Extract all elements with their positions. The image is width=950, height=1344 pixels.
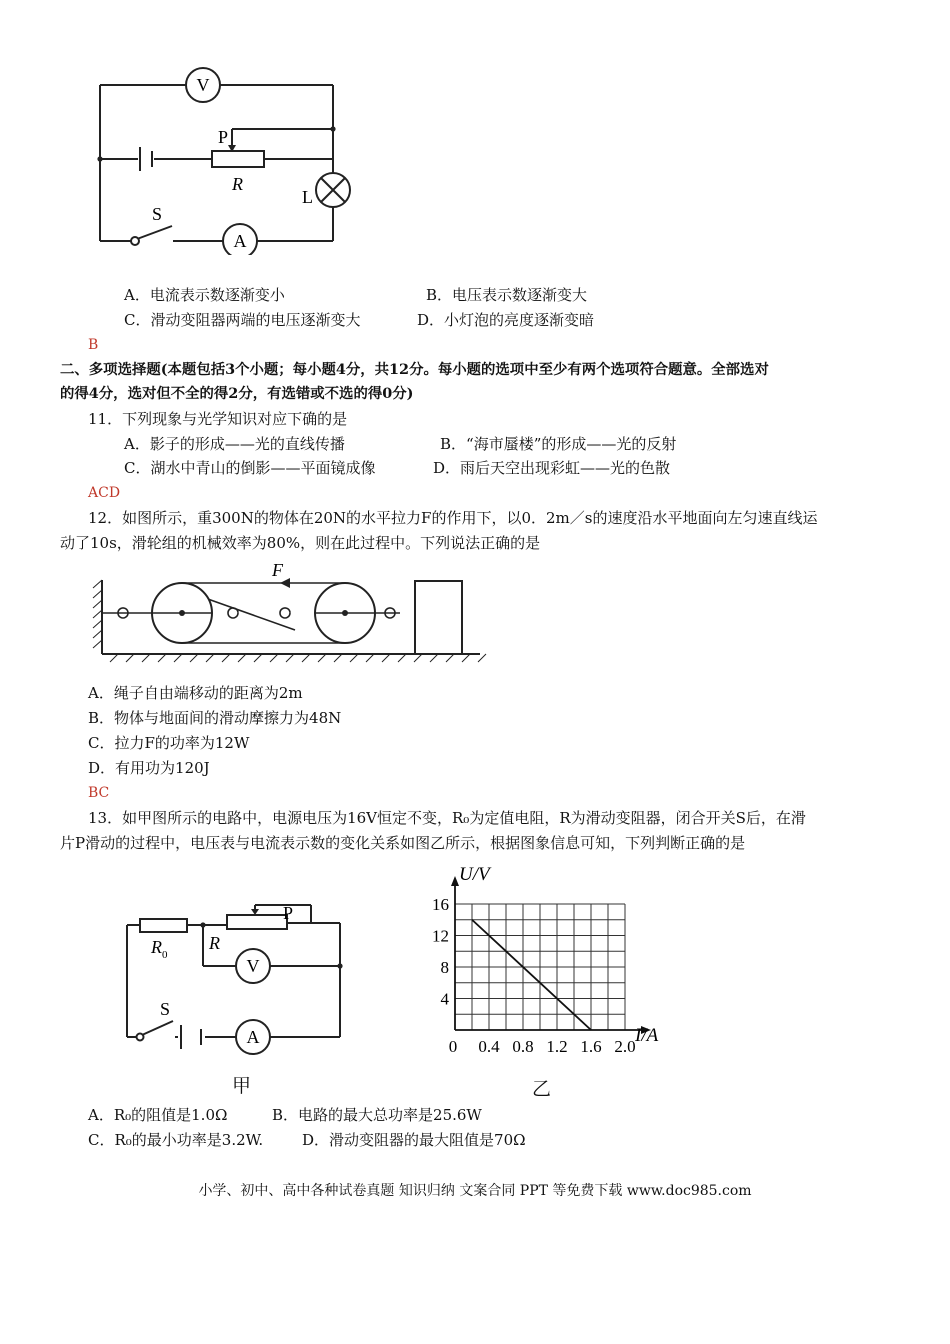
q11-stem: 11．下列现象与光学知识对应下确的是: [88, 410, 348, 428]
q12-option-b: B．物体与地面间的滑动摩擦力为48N: [88, 709, 342, 727]
pulley-diagram: [90, 558, 490, 668]
q10-option-b: B．电压表示数逐渐变大: [426, 286, 588, 304]
ammeter-label: A: [233, 231, 247, 251]
q12-answer: BC: [88, 785, 110, 801]
y-axis-label: U/V: [459, 864, 490, 885]
x-axis-label: I/A: [635, 1025, 659, 1046]
q10-answer: B: [88, 337, 99, 353]
q11-answer: ACD: [88, 485, 121, 501]
figure-yi-label: 乙: [532, 1078, 552, 1100]
voltmeter-label-2: V: [246, 956, 260, 976]
x-tick-label: 0: [448, 1037, 458, 1056]
x-tick-label: 0.4: [478, 1037, 500, 1056]
q12-option-a: A．绳子自由端移动的距离为2m: [88, 684, 303, 702]
q13-option-b: B．电路的最大总功率是25.6W: [272, 1106, 482, 1124]
q12-option-d: D．有用功为120J: [88, 759, 210, 777]
circuit-diagram-1: [80, 55, 380, 255]
x-tick-label: 0.8: [512, 1037, 534, 1056]
switch-label-2: S: [160, 999, 171, 1019]
x-tick-label: 2.0: [614, 1037, 636, 1056]
r0-label: $R_0$: [151, 937, 168, 961]
force-label: F: [272, 560, 283, 580]
circuit-diagram-2: [115, 895, 360, 1095]
lamp-label: L: [302, 187, 313, 207]
q12-stem-line1: 12．如图所示，重300N的物体在20N的水平拉力F的作用下，以0．2m／s的速度沿水平地面向左匀速直线运: [88, 509, 818, 527]
rheostat-label: R: [209, 933, 220, 953]
y-tick-label: 12: [432, 926, 449, 946]
q13-stem-line2: 片P滑动的过程中，电压表与电流表示数的变化关系如图乙所示，根据图象信息可知，下列判断正确的是: [60, 834, 746, 852]
y-tick-label: 8: [440, 958, 449, 977]
q10-option-a: A．电流表示数逐渐变小: [124, 286, 285, 304]
q11-option-a: A．影子的形成——光的直线传播: [124, 435, 345, 453]
section-heading-line2: 的得4分，选对但不全的得2分，有选错或不选的得0分): [60, 385, 414, 402]
y-tick-label: 16: [432, 895, 449, 914]
section-heading-line1: 二、多项选择题(本题包括3个小题；每小题4分，共12分。每小题的选项中至少有两个选项符合题意。全部选对: [60, 361, 769, 378]
y-axis-arrow: [451, 876, 459, 886]
uv-chart: [415, 858, 675, 1078]
q13-option-c: C．R₀的最小功率是3.2W.: [88, 1131, 264, 1149]
x-tick-label: 1.6: [580, 1037, 602, 1056]
ammeter-label-2: A: [246, 1027, 260, 1047]
q11-option-b: B．“海市蜃楼”的形成——光的反射: [440, 435, 677, 453]
q10-option-d: D．小灯泡的亮度逐渐变暗: [417, 311, 595, 329]
slider-label-2: P: [283, 903, 294, 923]
series-line: [472, 920, 591, 1030]
voltmeter-label: V: [196, 75, 210, 95]
slider-label: P: [218, 127, 229, 147]
footer-text: 小学、初中、高中各种试卷真题 知识归纳 文案合同 PPT 等免费下载 www.doc985.com: [198, 1183, 752, 1199]
q12-stem-line2: 动了10s，滑轮组的机械效率为80%，则在此过程中。下列说法正确的是: [60, 534, 541, 552]
x-tick-label: 1.2: [546, 1037, 568, 1056]
q10-option-c: C．滑动变阻器两端的电压逐渐变大: [124, 311, 361, 329]
q11-option-c: C．湖水中青山的倒影——平面镜成像: [124, 459, 376, 477]
q13-option-a: A．R₀的阻值是1.0Ω: [88, 1106, 228, 1124]
q13-option-d: D．滑动变阻器的最大阻值是70Ω: [302, 1131, 526, 1149]
switch-label: S: [152, 204, 163, 224]
q13-stem-line1: 13．如甲图所示的电路中，电源电压为16V恒定不变，R₀为定值电阻，R为滑动变阻器，闭合开关S后，在滑: [88, 809, 806, 827]
y-tick-label: 4: [440, 989, 449, 1009]
resistor-label: R: [232, 174, 243, 194]
figure-jia-label: 甲: [232, 1075, 252, 1097]
q11-option-d: D．雨后天空出现彩虹——光的色散: [433, 459, 671, 477]
q12-option-c: C．拉力F的功率为12W: [88, 734, 250, 752]
